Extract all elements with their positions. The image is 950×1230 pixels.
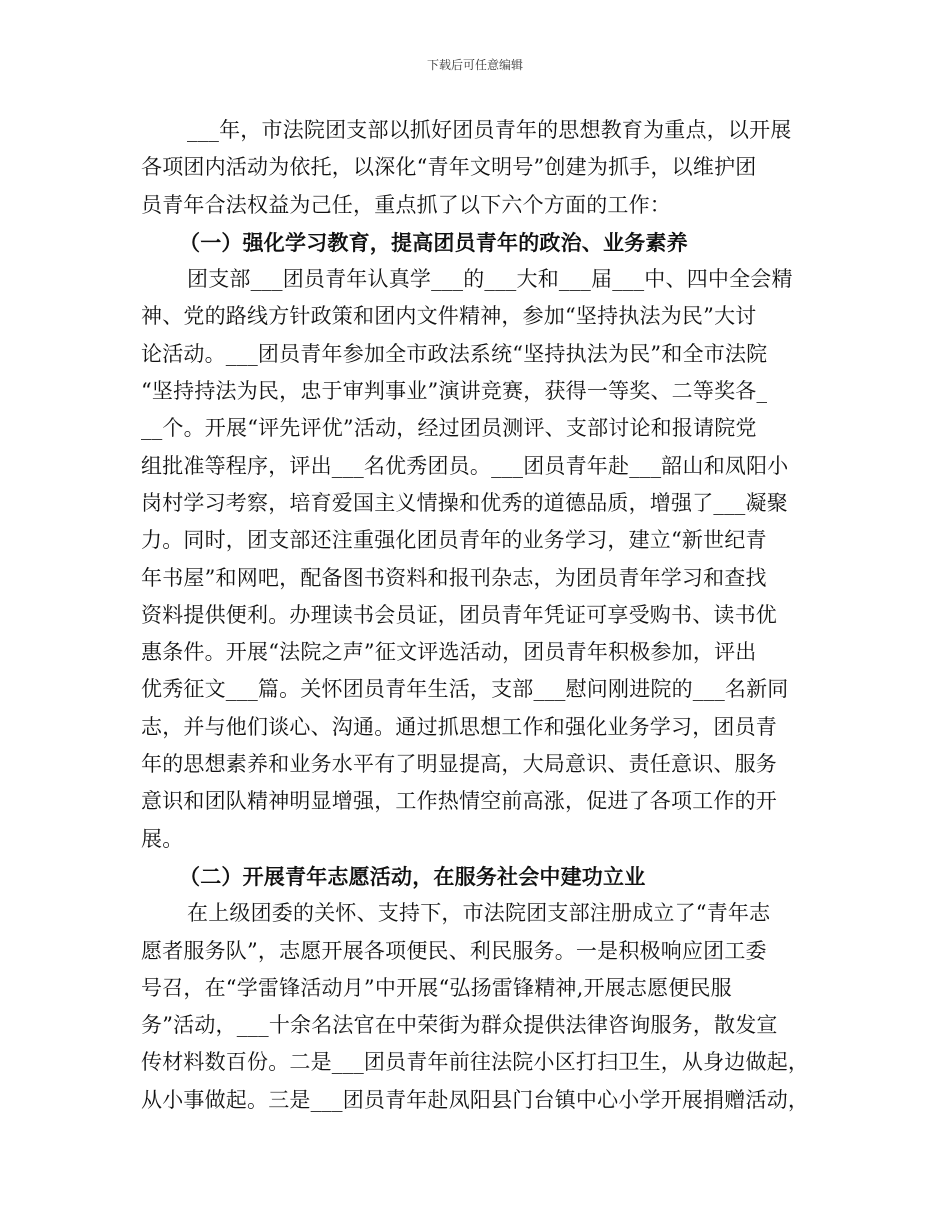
text-line: 展。 [141,826,184,851]
text-line: 愿者服务队”，志愿开展各项便民、利民服务。一是积极响应团工委 [141,938,767,963]
text-line: 各项团内活动为依托，以深化“青年文明号”创建为抓手，以维护团 [141,155,757,180]
section-heading: （一）强化学习教育，提高团员青年的政治、业务素养 [179,229,688,255]
text-line: 年书屋”和网吧，配备图书资料和报刊杂志，为团员青年学习和查找 [141,565,767,590]
text-line: 年的思想素养和业务水平有了明显提高，大局意识、责任意识、服务 [141,752,777,777]
section-heading: （二）开展青年志愿活动，在服务社会中建功立业 [179,863,646,889]
text-line: 在上级团委的关怀、支持下，市法院团支部注册成立了“青年志 [187,901,771,926]
document-body [141,112,821,1119]
text-line: 意识和团队精神明显增强，工作热情空前高涨，促进了各项工作的开 [141,789,777,814]
text-line: 传材料数百份。二是___团员青年前往法院小区打扫卫生，从身边做起， [141,1050,810,1075]
text-line: 志，并与他们谈心、沟通。通过抓思想工作和强化业务学习，团员青 [141,714,777,739]
text-line: 神、党的路线方针政策和团内文件精神，参加“坚持执法为民”大讨 [141,304,757,329]
text-line: “坚持持法为民，忠于审判事业”演讲竞赛，获得一等奖、二等奖各_ [141,379,768,404]
text-line: 岗村学习考察，培育爱国主义情操和优秀的道德品质，增强了___凝聚 [141,490,788,515]
text-line: 团支部___团员青年认真学___的___大和___届___中、四中全会精 [187,267,793,292]
text-line: 力。同时，团支部还注重强化团员青年的业务学习，建立“新世纪青 [141,528,767,553]
text-line: 优秀征文___篇。关怀团员青年生活，支部___慰问刚进院的___名新同 [141,677,789,702]
text-line: 惠条件。开展“法院之声”征文评选活动，团员青年积极参加，评出 [141,640,757,665]
text-line: ___年，市法院团支部以抓好团员青年的思想教育为重点，以开展 [187,118,792,142]
text-line: 务”活动，___十余名法官在中荣街为群众提供法律咨询服务，散发宣 [141,1013,778,1038]
text-line: __个。开展“评先评优”活动，经过团员测评、支部讨论和报请院党 [141,416,757,441]
text-line: 资料提供便利。办理读书会员证，团员青年凭证可享受购书、读书优 [141,602,777,627]
text-line: 号召，在“学雷锋活动月”中开展“弘扬雷锋精神,开展志愿便民服 [141,975,732,1000]
text-line: 论活动。___团员青年参加全市政法系统“坚持执法为民”和全市法院 [141,341,768,366]
text-line: 员青年合法权益为己任，重点抓了以下六个方面的工作： [141,192,671,217]
text-line: 组批准等程序，评出___名优秀团员。___团员青年赴___韶山和凤阳小 [141,453,789,478]
text-line: 从小事做起。三是___团员青年赴凤阳县门台镇中心小学开展捐赠活动， [141,1087,810,1112]
download-edit-note: 下载后可任意编辑 [426,58,523,72]
